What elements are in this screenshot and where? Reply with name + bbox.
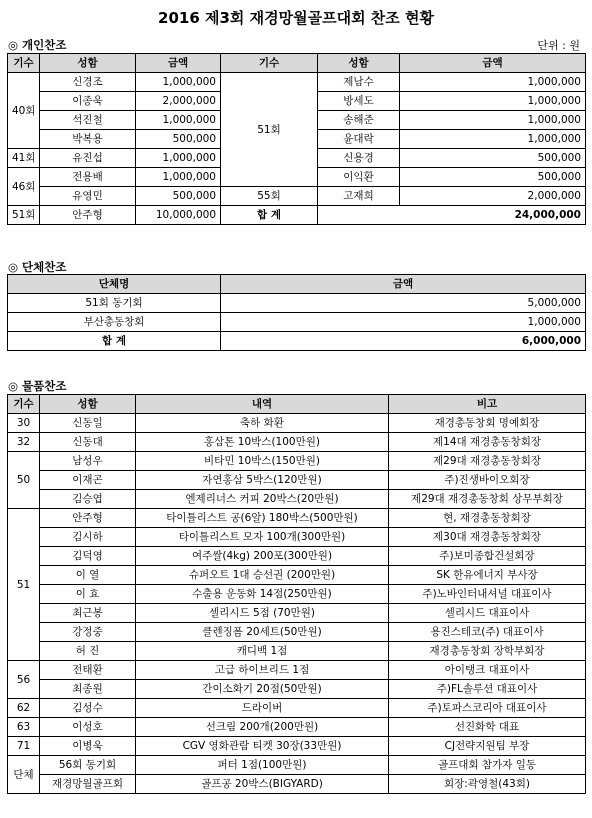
name-cell: 이종욱 <box>40 92 136 111</box>
amount-cell: 1,000,000 <box>400 111 586 130</box>
gen-cell: 40회 <box>8 73 40 149</box>
header-cell: 기수 <box>8 395 40 414</box>
table-row <box>8 294 586 313</box>
name-cell: 김승엽 <box>40 490 136 509</box>
item-cell: 고급 하이브리드 1점 <box>136 661 389 680</box>
item-cell: 타이틀리스트 모자 100개(300만원) <box>136 528 389 547</box>
item-cell: 드라이버 <box>136 699 389 718</box>
name-cell: 윤대락 <box>318 130 400 149</box>
name-cell: 유진섭 <box>40 149 136 168</box>
amount-cell: 500,000 <box>400 149 586 168</box>
item-cell: CGV 영화관람 티켓 30장(33만원) <box>136 737 389 756</box>
note-cell: 주)진생바이오회장 <box>389 471 586 490</box>
name-cell: 남성우 <box>40 452 136 471</box>
amount-cell: 5,000,000 <box>221 294 586 313</box>
header-cell: 금액 <box>136 54 221 73</box>
amount-cell: 1,000,000 <box>136 111 221 130</box>
page-title: 2016 제3회 재경망월골프대회 찬조 현황 <box>158 9 434 27</box>
item-cell: 간이소화기 20점(50만원) <box>136 680 389 699</box>
name-cell: 이 효 <box>40 585 136 604</box>
name-cell: 이성호 <box>40 718 136 737</box>
gen-cell: 41회 <box>8 149 40 168</box>
name-cell: 고재희 <box>318 187 400 206</box>
table-row <box>8 509 586 528</box>
group-name-cell: 51회 동기회 <box>8 294 221 313</box>
header-cell: 비고 <box>389 395 586 414</box>
item-cell: 자연홍삼 5박스(120만원) <box>136 471 389 490</box>
individual-table <box>7 53 586 225</box>
header-cell: 기수 <box>221 54 318 73</box>
name-cell: 안주형 <box>40 509 136 528</box>
table-row <box>8 490 586 509</box>
note-cell: 선진화학 대표 <box>389 718 586 737</box>
name-cell: 방세도 <box>318 92 400 111</box>
item-cell: 퍼터 1점(100만원) <box>136 756 389 775</box>
name-cell: 박복용 <box>40 130 136 149</box>
table-row <box>8 699 586 718</box>
note-cell: 제14대 재경총동창회장 <box>389 433 586 452</box>
group-heading: ◎ 단체찬조 <box>8 260 67 274</box>
note-cell: SK 한유에너지 부사장 <box>389 566 586 585</box>
gen-cell: 50 <box>8 452 40 509</box>
table-row <box>8 775 586 794</box>
item-cell: 셀리시드 5점 (70만원) <box>136 604 389 623</box>
name-cell: 송해준 <box>318 111 400 130</box>
name-cell: 56회 동기회 <box>40 756 136 775</box>
name-cell: 신용경 <box>318 149 400 168</box>
name-cell: 이 열 <box>40 566 136 585</box>
header-cell: 성함 <box>318 54 400 73</box>
amount-cell: 500,000 <box>136 130 221 149</box>
amount-cell: 500,000 <box>136 187 221 206</box>
name-cell: 이재곤 <box>40 471 136 490</box>
amount-cell: 1,000,000 <box>221 313 586 332</box>
gen-cell: 단체 <box>8 756 40 794</box>
note-cell: 용진스테코(주) 대표이사 <box>389 623 586 642</box>
item-cell: 슈퍼오트 1대 승선권 (200만원) <box>136 566 389 585</box>
table-row <box>8 756 586 775</box>
amount-cell: 1,000,000 <box>400 130 586 149</box>
item-cell: 수출용 운동화 14점(250만원) <box>136 585 389 604</box>
table-header-row <box>8 395 586 414</box>
name-cell: 이익환 <box>318 168 400 187</box>
name-cell: 신동대 <box>40 433 136 452</box>
individual-heading: ◎ 개인찬조 <box>8 38 67 52</box>
gen-cell: 62 <box>8 699 40 718</box>
gen-cell: 51회 <box>221 73 318 187</box>
amount-cell: 1,000,000 <box>136 168 221 187</box>
table-row <box>8 187 586 206</box>
table-row <box>8 661 586 680</box>
name-cell: 유영민 <box>40 187 136 206</box>
header-cell: 성함 <box>40 395 136 414</box>
name-cell: 김덕영 <box>40 547 136 566</box>
name-cell: 김시하 <box>40 528 136 547</box>
total-amount: 6,000,000 <box>221 332 586 351</box>
header-cell: 내역 <box>136 395 389 414</box>
note-cell: 주)FL솔루션 대표이사 <box>389 680 586 699</box>
header-cell: 기수 <box>8 54 40 73</box>
name-cell: 강정중 <box>40 623 136 642</box>
note-cell: 제30대 재경총동창회장 <box>389 528 586 547</box>
item-cell: 골프공 20박스(BIGYARD) <box>136 775 389 794</box>
header-cell: 금액 <box>400 54 586 73</box>
item-cell: 축하 화환 <box>136 414 389 433</box>
header-cell: 성함 <box>40 54 136 73</box>
group-table <box>7 274 586 351</box>
note-cell: 제29대 재경총동창회장 <box>389 452 586 471</box>
note-cell: 주)보미종합건설회장 <box>389 547 586 566</box>
table-row <box>8 642 586 661</box>
note-cell: 아이탱크 대표이사 <box>389 661 586 680</box>
item-cell: 선크림 200개(200만원) <box>136 718 389 737</box>
name-cell: 신동일 <box>40 414 136 433</box>
amount-cell: 10,000,000 <box>136 206 221 225</box>
amount-cell: 1,000,000 <box>400 92 586 111</box>
table-row <box>8 547 586 566</box>
group-name-cell: 부산총동창회 <box>8 313 221 332</box>
table-row <box>8 433 586 452</box>
amount-cell: 1,000,000 <box>136 73 221 92</box>
note-cell: 회장:곽영철(43회) <box>389 775 586 794</box>
goods-heading: ◎ 물품찬조 <box>8 379 67 393</box>
amount-cell: 500,000 <box>400 168 586 187</box>
note-cell: 골프대회 참가자 일동 <box>389 756 586 775</box>
amount-cell: 1,000,000 <box>400 73 586 92</box>
name-cell: 안주형 <box>40 206 136 225</box>
name-cell: 최근봉 <box>40 604 136 623</box>
item-cell: 캐디백 1점 <box>136 642 389 661</box>
table-row <box>8 623 586 642</box>
gen-cell: 32 <box>8 433 40 452</box>
note-cell: 주)토파스코리아 대표이사 <box>389 699 586 718</box>
table-row <box>8 206 586 225</box>
header-cell: 금액 <box>221 275 586 294</box>
note-cell: 셀리시드 대표이사 <box>389 604 586 623</box>
item-cell: 엔제리너스 커피 20박스(20만원) <box>136 490 389 509</box>
amount-cell: 1,000,000 <box>136 149 221 168</box>
table-header-row <box>8 275 586 294</box>
gen-cell: 51회 <box>8 206 40 225</box>
table-row <box>8 452 586 471</box>
name-cell: 최종원 <box>40 680 136 699</box>
table-row <box>8 604 586 623</box>
gen-cell: 46회 <box>8 168 40 206</box>
gen-cell: 63 <box>8 718 40 737</box>
table-row <box>8 332 586 351</box>
amount-cell: 2,000,000 <box>136 92 221 111</box>
name-cell: 전용배 <box>40 168 136 187</box>
note-cell: 주)노바인터내셔널 대표이사 <box>389 585 586 604</box>
note-cell: 현, 재경총동창회장 <box>389 509 586 528</box>
goods-table <box>7 394 586 794</box>
gen-cell: 56 <box>8 661 40 699</box>
item-cell: 타이틀리스트 공(6알) 180박스(500만원) <box>136 509 389 528</box>
unit-label: 단위 : 원 <box>537 39 580 52</box>
header-cell: 단체명 <box>8 275 221 294</box>
gen-cell: 30 <box>8 414 40 433</box>
name-cell: 신경조 <box>40 73 136 92</box>
total-label: 합 계 <box>221 206 318 225</box>
note-cell: CJ전략지원팀 부장 <box>389 737 586 756</box>
item-cell: 여주쌀(4kg) 200포(300만원) <box>136 547 389 566</box>
gen-cell: 51 <box>8 509 40 661</box>
table-row <box>8 718 586 737</box>
name-cell: 이병욱 <box>40 737 136 756</box>
item-cell: 클렌징폼 20세트(50만원) <box>136 623 389 642</box>
name-cell: 허 진 <box>40 642 136 661</box>
gen-cell: 71 <box>8 737 40 756</box>
name-cell: 석진철 <box>40 111 136 130</box>
name-cell: 제남수 <box>318 73 400 92</box>
amount-cell: 2,000,000 <box>400 187 586 206</box>
note-cell: 제29대 재경총동창회 상무부회장 <box>389 490 586 509</box>
table-row <box>8 680 586 699</box>
table-row <box>8 414 586 433</box>
total-amount: 24,000,000 <box>318 206 586 225</box>
note-cell: 재경총동창회 명예회장 <box>389 414 586 433</box>
table-row <box>8 528 586 547</box>
table-row <box>8 73 586 92</box>
name-cell: 전태환 <box>40 661 136 680</box>
item-cell: 홍삼톤 10박스(100만원) <box>136 433 389 452</box>
table-header-row <box>8 54 586 73</box>
table-row <box>8 471 586 490</box>
gen-cell: 55회 <box>221 187 318 206</box>
item-cell: 비타민 10박스(150만원) <box>136 452 389 471</box>
table-row <box>8 313 586 332</box>
table-row <box>8 585 586 604</box>
name-cell: 재경망월골프회 <box>40 775 136 794</box>
total-label: 합 계 <box>8 332 221 351</box>
table-row <box>8 566 586 585</box>
name-cell: 김성수 <box>40 699 136 718</box>
note-cell: 재경총동창회 장학부회장 <box>389 642 586 661</box>
table-row <box>8 737 586 756</box>
